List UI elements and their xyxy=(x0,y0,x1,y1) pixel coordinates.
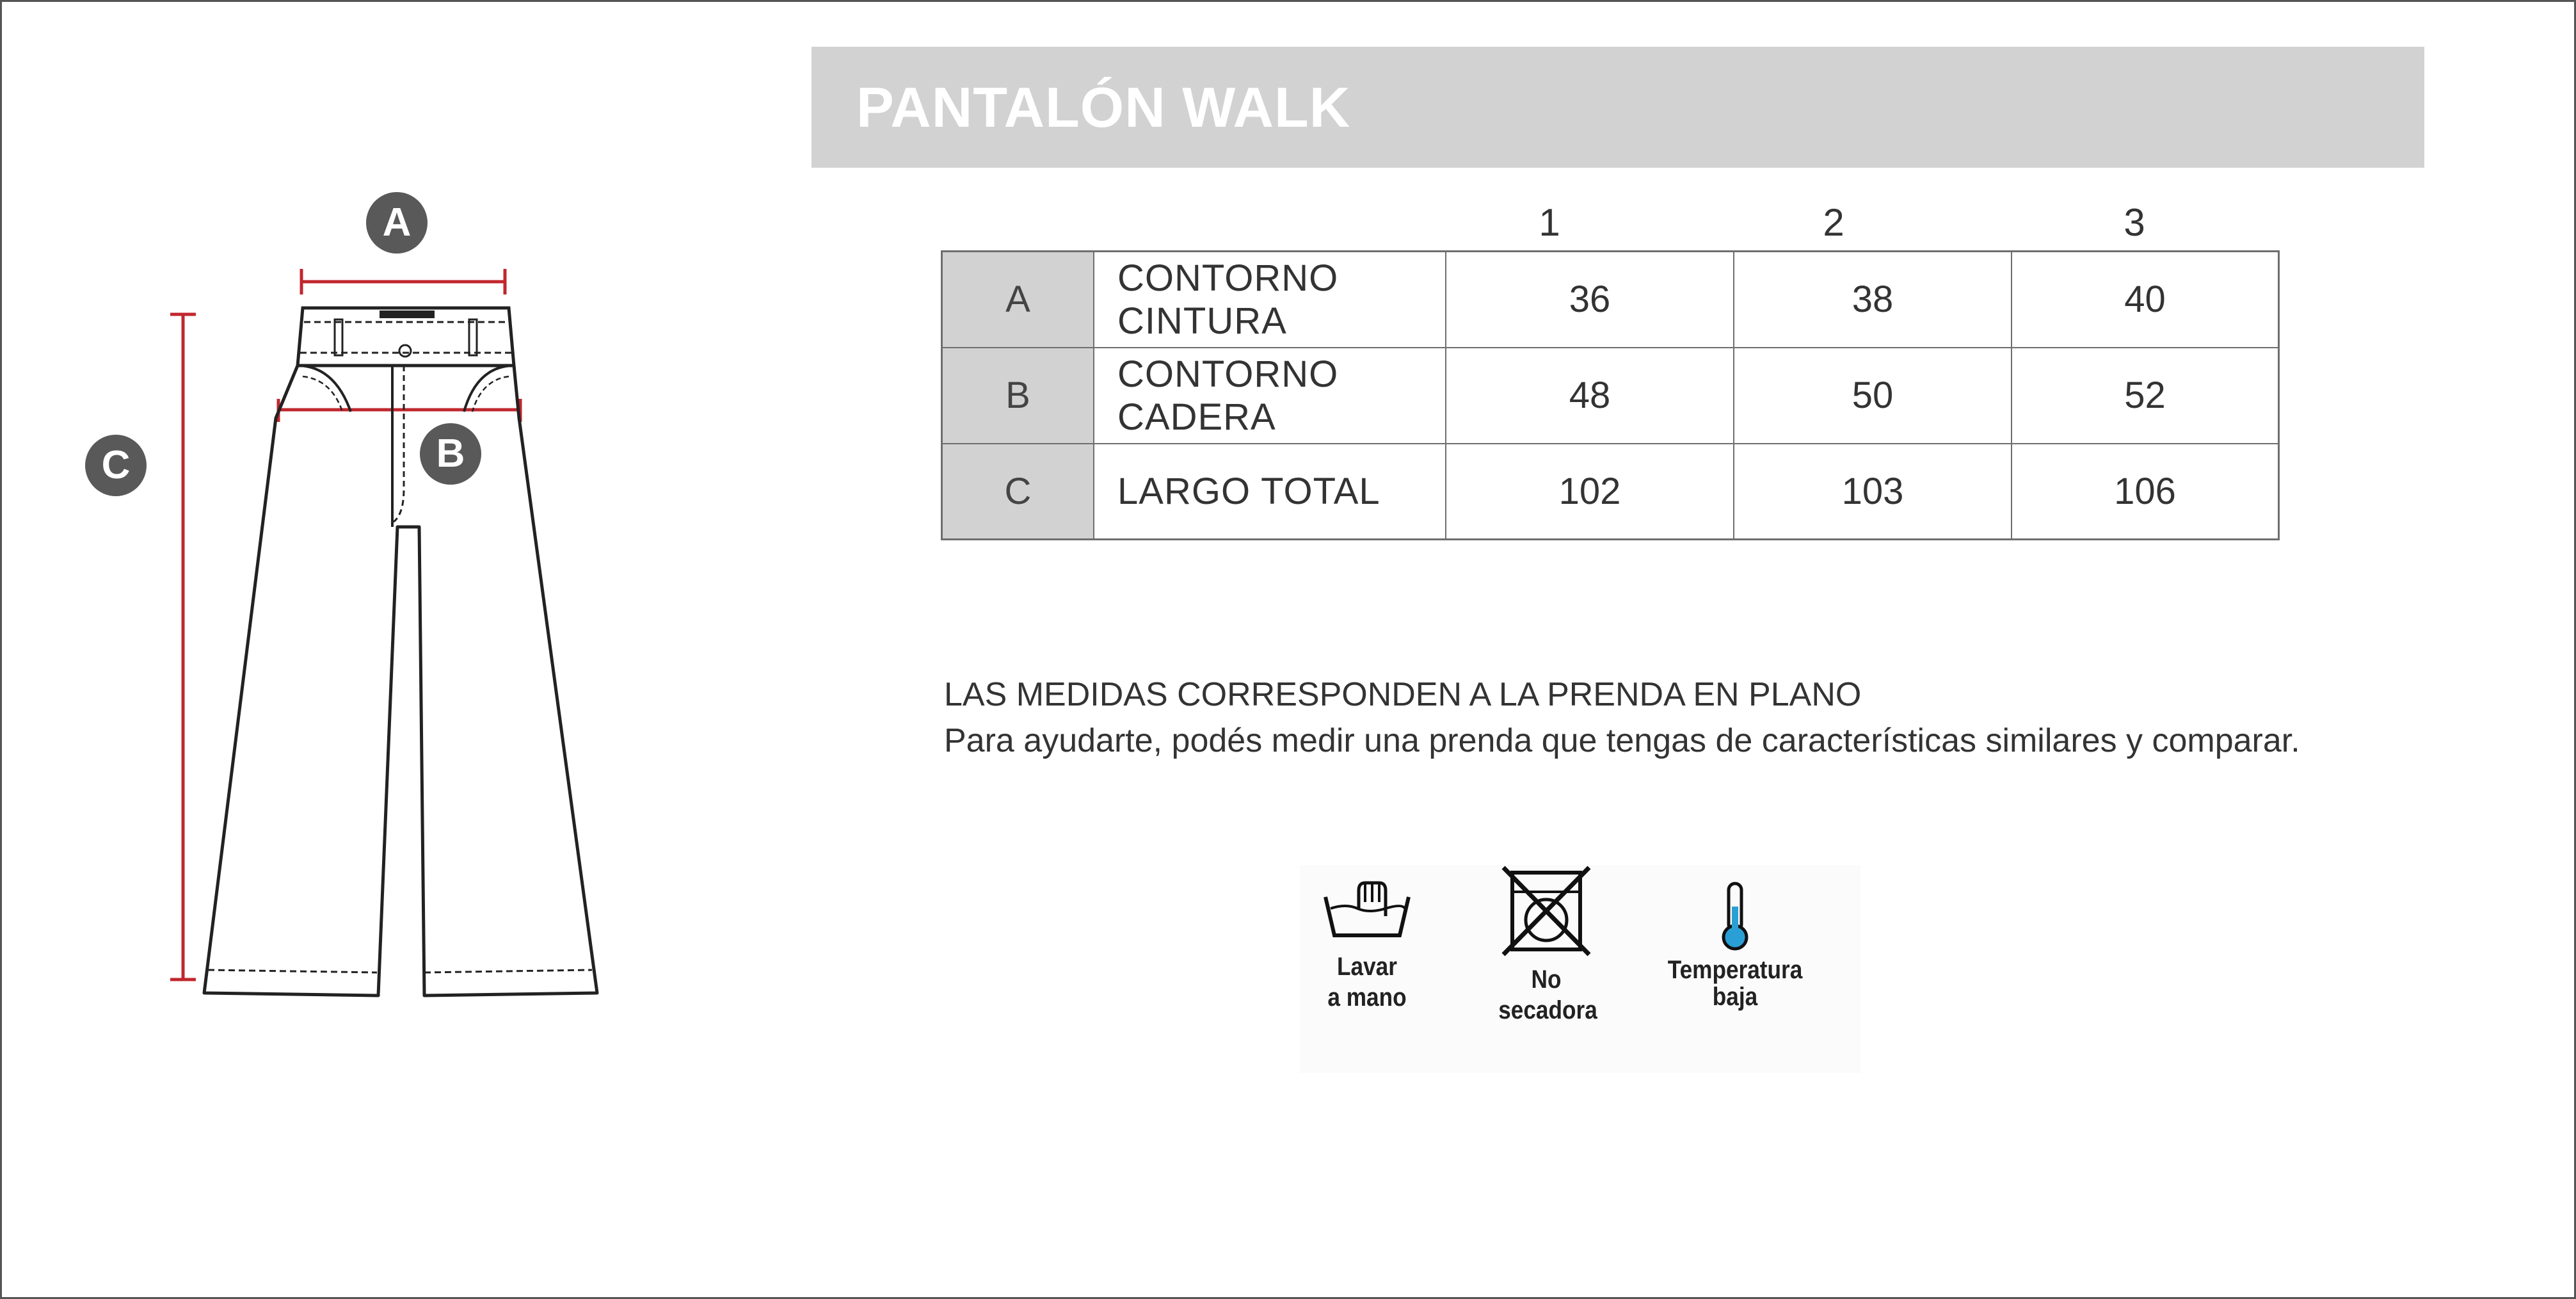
row-code: C xyxy=(942,444,1094,540)
table-cell: 36 xyxy=(1446,252,1734,348)
marker-a: A xyxy=(366,192,428,254)
table-cell: 103 xyxy=(1734,444,2012,540)
care-low-temperature xyxy=(1658,881,1812,1012)
table-cell: 106 xyxy=(2012,444,2279,540)
title-bar xyxy=(812,47,2424,168)
thermometer-icon xyxy=(1716,881,1754,951)
table-cell: 38 xyxy=(1734,252,2012,348)
table-cell: 52 xyxy=(2012,348,2279,444)
table-cell: 48 xyxy=(1446,348,1734,444)
size-header-2: 2 xyxy=(1823,201,1844,244)
care-label-line2: baja xyxy=(1712,983,1758,1011)
care-label-line1: Temperatura xyxy=(1667,956,1803,984)
note-line-2: Para ayudarte, podés medir una prenda que tengas de características similares y comparar. xyxy=(944,722,2300,759)
table-row xyxy=(942,444,2279,540)
size-header-3: 3 xyxy=(2124,201,2145,244)
care-label-line2: secadora xyxy=(1498,996,1597,1024)
measurement-note xyxy=(944,672,2300,764)
table-row xyxy=(942,252,2279,348)
table-cell: 50 xyxy=(1734,348,2012,444)
marker-c: C xyxy=(85,435,147,496)
hand-wash-icon xyxy=(1319,871,1415,948)
row-code: A xyxy=(942,252,1094,348)
care-label-line1: No xyxy=(1531,965,1562,994)
size-header-1: 1 xyxy=(1539,201,1560,244)
row-label: CONTORNO CADERA xyxy=(1094,348,1446,444)
table-row xyxy=(942,348,2279,444)
care-instructions xyxy=(1300,865,1860,1073)
page-title: PANTALÓN WALK xyxy=(856,76,1351,139)
row-label: CONTORNO CINTURA xyxy=(1094,252,1446,348)
note-line-1: LAS MEDIDAS CORRESPONDEN A LA PRENDA EN PLANO xyxy=(944,676,1862,713)
no-dryer-icon xyxy=(1492,865,1601,961)
marker-b: B xyxy=(420,423,481,485)
row-code: B xyxy=(942,348,1094,444)
table-cell: 102 xyxy=(1446,444,1734,540)
size-table xyxy=(941,250,2280,540)
care-label-line1: Lavar xyxy=(1337,953,1397,981)
row-label: LARGO TOTAL xyxy=(1094,444,1446,540)
pants-diagram xyxy=(2,2,642,1090)
table-cell: 40 xyxy=(2012,252,2279,348)
care-label-line2: a mano xyxy=(1327,983,1407,1012)
care-no-dryer xyxy=(1492,865,1601,1026)
care-hand-wash xyxy=(1319,871,1415,1013)
size-column-headers xyxy=(2,200,2576,252)
